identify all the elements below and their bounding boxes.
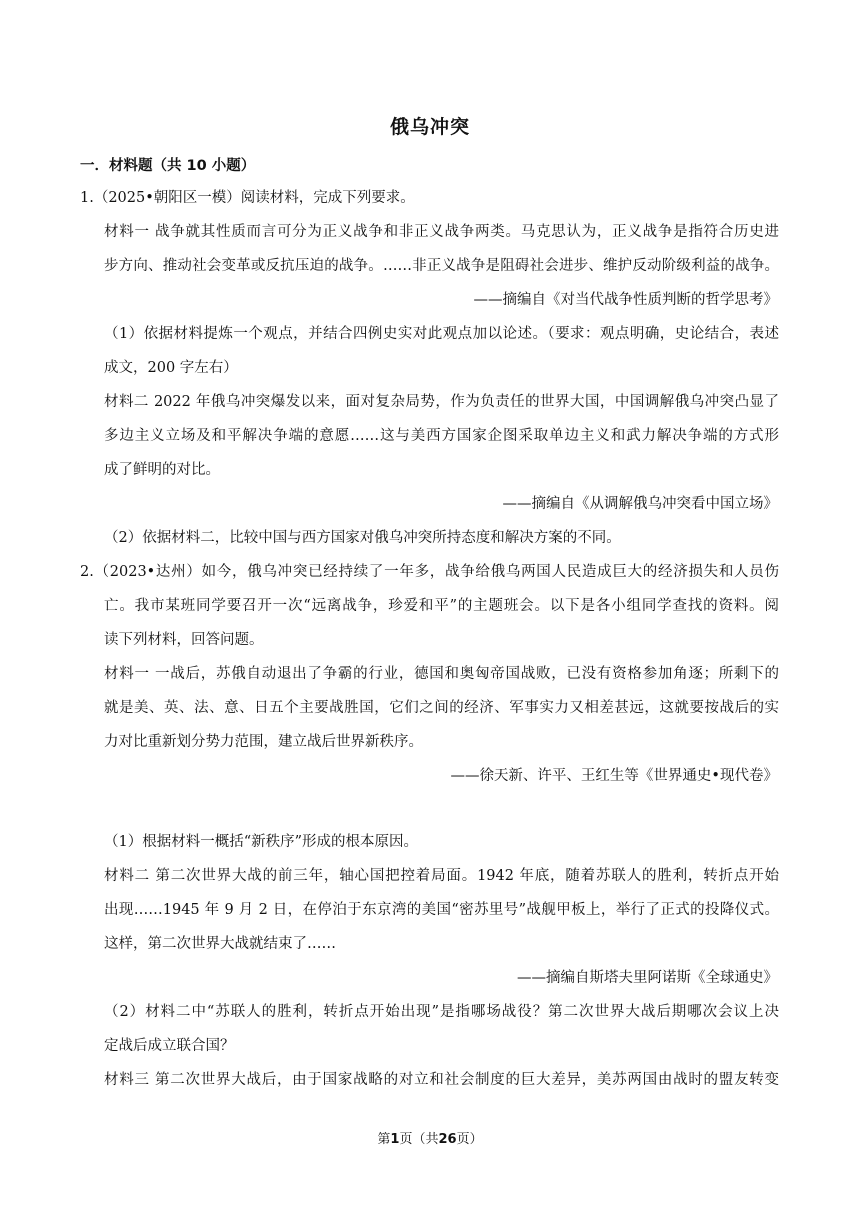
q2-material2-line1: 材料二 第二次世界大战的前三年，轴心国把控着局面。1942 年底，随着苏联人的胜利，转折点开始	[104, 868, 779, 884]
q2-subq2-line2: 定战后成立联合国？	[104, 1038, 235, 1054]
q1-material1-line2: 步方向、推动社会变革或反抗压迫的战争。……非正义战争是阻碍社会进步、维护反动阶级利益的战争。	[104, 258, 779, 274]
q2-material1-line3: 力对比重新划分势力范围，建立战后世界新秩序。	[104, 734, 423, 750]
q2-stem-line1: 2.（2023•达州）如今，俄乌冲突已经持续了一年多，战争给俄乌两国人民造成巨大的经济损失和人员伤	[80, 564, 779, 580]
q2-material1-line1: 材料一 一战后，苏俄自动退出了争霸的行业，德国和奥匈帝国战败，已没有资格参加角逐；所剩下的	[104, 666, 779, 682]
footer-total-pages: 26	[438, 1132, 457, 1147]
q1-material1-source: ——摘编自《对当代战争性质判断的哲学思考》	[473, 292, 778, 308]
q2-stem-line3: 读下列材料，回答问题。	[104, 632, 264, 648]
footer-prefix: 第	[377, 1132, 391, 1147]
q1-subq1-line1: （1）依据材料提炼一个观点，并结合四例史实对此观点加以论述。（要求：观点明确，史论结合，表述	[104, 326, 779, 342]
q2-material2-line2: 出现……1945 年 9 月 2 日，在停泊于东京湾的美国“密苏里号”战舰甲板上，举行了正式的投降仪式。	[104, 902, 779, 918]
q2-material1-line2: 就是美、英、法、意、日五个主要战胜国，它们之间的经济、军事实力又相差甚远，这就要按战后的实	[104, 700, 779, 716]
q1-material2-line2: 多边主义立场及和平解决争端的意愿……这与美西方国家企图采取单边主义和武力解决争端的方式形	[104, 428, 779, 444]
q1-subq1-line2: 成文，200 字左右）	[104, 360, 238, 376]
q2-material2-line3: 这样，第二次世界大战就结束了……	[104, 936, 336, 952]
q2-subq2-line1: （2）材料二中“苏联人的胜利，转折点开始出现”是指哪场战役？第二次世界大战后期哪次会议上决	[104, 1004, 779, 1020]
q2-subq1: （1）根据材料一概括“新秩序”形成的根本原因。	[104, 834, 419, 850]
q1-stem: 1.（2025•朝阳区一模）阅读材料，完成下列要求。	[80, 190, 415, 206]
q1-material2-source: ——摘编自《从调解俄乌冲突看中国立场》	[502, 496, 778, 512]
footer-middle: 页（共	[399, 1132, 439, 1147]
q2-material2-source: ——摘编自斯塔夫里阿诺斯《全球通史》	[517, 970, 778, 986]
page-footer	[0, 1128, 860, 1147]
footer-page-number: 1	[390, 1132, 400, 1147]
section-heading: 一．材料题（共 10 小题）	[80, 158, 256, 174]
q2-material1-source: ——徐天新、许平、王红生等《世界通史•现代卷》	[450, 768, 778, 784]
q2-material3-line1: 材料三 第二次世界大战后，由于国家战略的对立和社会制度的巨大差异，美苏两国由战时的盟友转变	[104, 1072, 779, 1088]
q1-subq2: （2）依据材料二，比较中国与西方国家对俄乌冲突所持态度和解决方案的不同。	[104, 530, 621, 546]
q1-material1-line1: 材料一 战争就其性质而言可分为正义战争和非正义战争两类。马克思认为，正义战争是指符合历史进	[104, 224, 779, 240]
q1-material2-line3: 成了鲜明的对比。	[104, 462, 220, 478]
q1-material2-line1: 材料二 2022 年俄乌冲突爆发以来，面对复杂局势，作为负责任的世界大国，中国调解俄乌冲突凸显了	[104, 394, 779, 410]
document-title: 俄乌冲突	[389, 116, 470, 138]
q2-stem-line2: 亡。我市某班同学要召开一次“远离战争，珍爱和平”的主题班会。以下是各小组同学查找的资料。阅	[104, 598, 779, 614]
footer-suffix: 页）	[456, 1132, 483, 1147]
